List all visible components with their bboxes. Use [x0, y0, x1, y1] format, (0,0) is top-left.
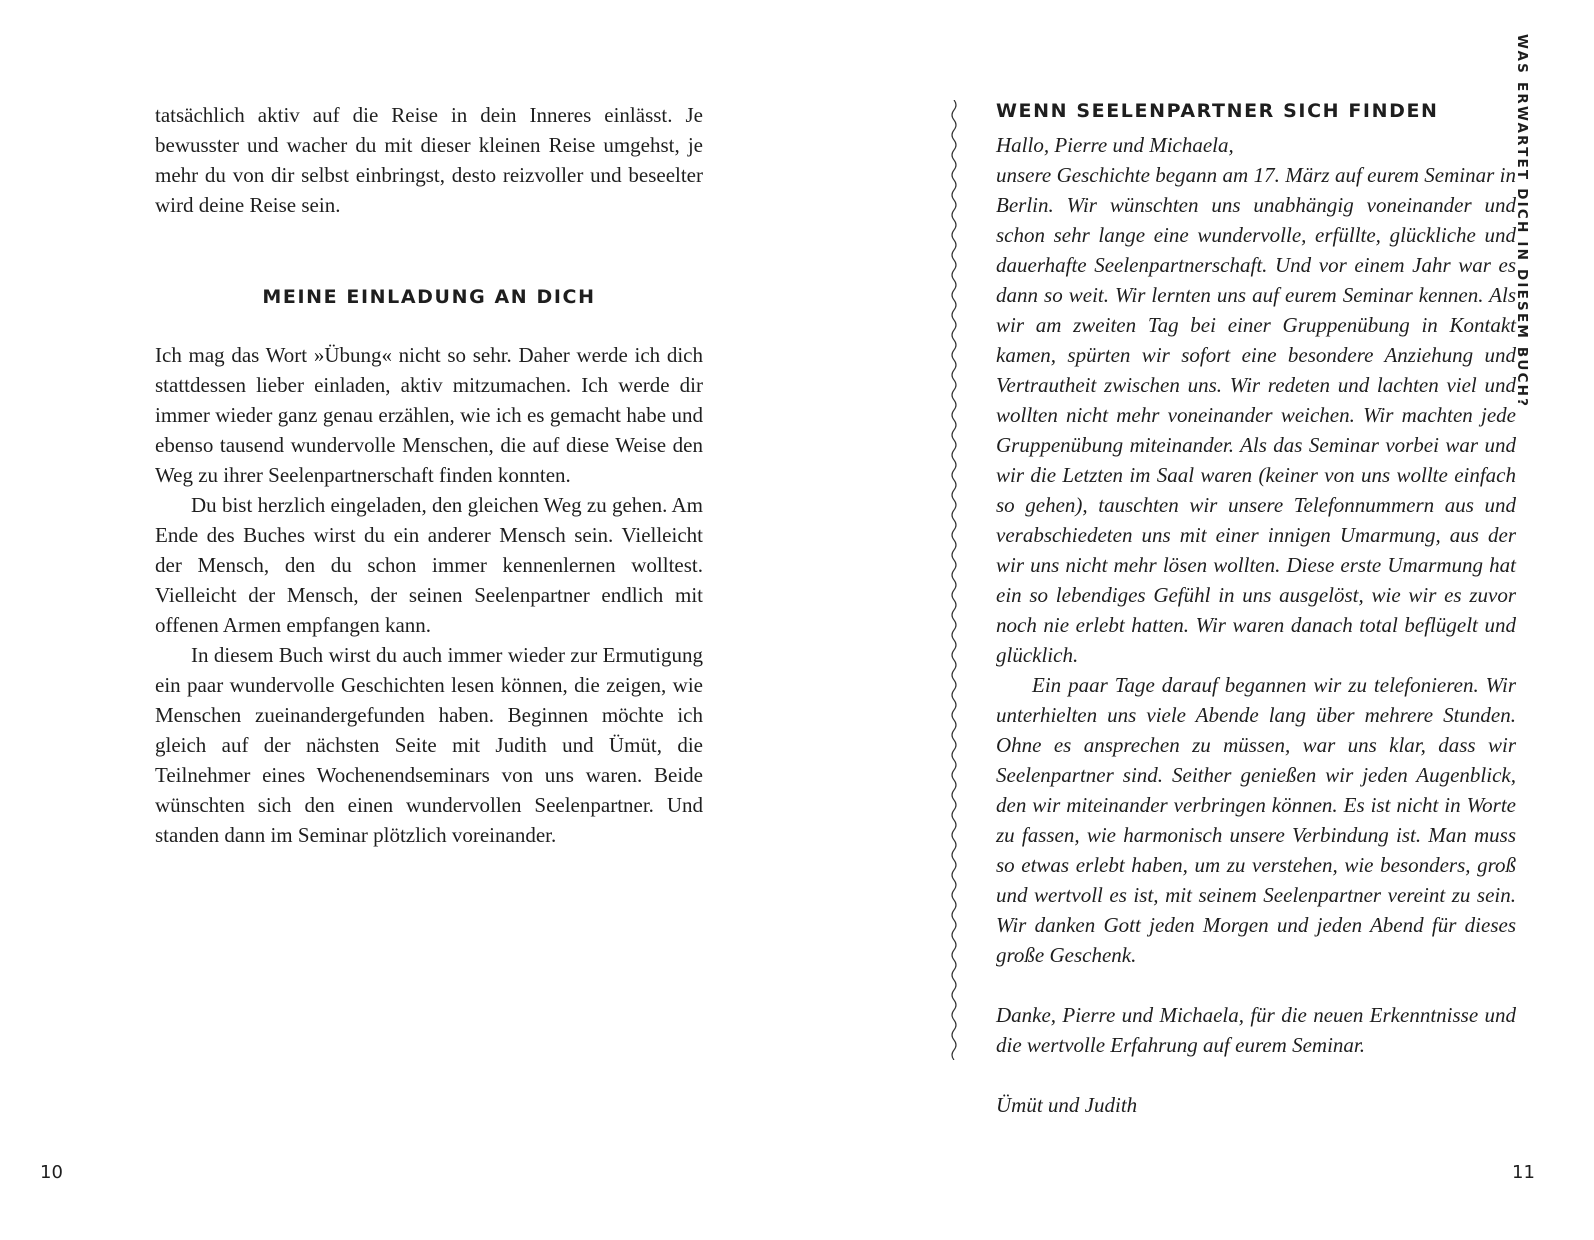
story-paragraph: Ein paar Tage darauf begannen wir zu telefonieren. Wir unterhielten uns viele Abende lang über mehrere Stunden. Ohne es ansprechen zu müssen, war uns klar, dass wir Seelenpartner sind. Seither genießen wir jeden Augenblick, den wir miteinander verbringen können. Es ist nicht in Worte zu fassen, wie harmonisch unsere Verbindung ist. Man muss so etwas erlebt haben, um zu verstehen, wie besonders, groß und wertvoll es ist, mit seinem Seelenpartner vereint zu sein. Wir danken Gott jeden Morgen und jeden Abend für dieses große Geschenk.	[996, 673, 1516, 967]
page-number-left: 10	[40, 1162, 63, 1183]
wavy-divider-line	[948, 100, 960, 1060]
salutation: Hallo, Pierre und Michaela,	[996, 133, 1234, 157]
right-page	[797, 0, 1594, 1240]
intro-paragraph-block	[155, 100, 703, 220]
running-chapter-title: WAS ERWARTET DICH IN DIESEM BUCH?	[1514, 34, 1530, 409]
signature: Ümüt und Judith	[996, 1093, 1138, 1117]
thanks-paragraph: Danke, Pierre und Michaela, für die neuen Erkenntnisse und die wertvolle Erfahrung auf eurem Seminar.	[996, 1003, 1516, 1057]
section-heading: MEINE EINLADUNG AN DICH	[262, 286, 596, 308]
invitation-text	[155, 340, 703, 850]
testimonial-letter	[996, 130, 1516, 1120]
body-paragraph: Ich mag das Wort »Übung« nicht so sehr. Daher werde ich dich stattdessen lieber einladen, aktiv mitzumachen. Ich werde dir immer wieder ganz genau erzählen, wie ich es gemacht habe und ebenso tausend wundervolle Menschen, die auf diese Weise den Weg zu ihrer Seelenpartnerschaft finden konnten.	[155, 343, 703, 487]
story-paragraph: unsere Geschichte begann am 17. März auf eurem Seminar in Berlin. Wir wünschten uns unabhängig voneinander und schon sehr lange eine wundervolle, erfüllte, glückliche und dauerhafte Seelenpartnerschaft. Und vor einem Jahr war es dann so weit. Wir lernten uns auf eurem Seminar kennen. Als wir am zweiten Tag bei einer Gruppenübung in Kontakt kamen, spürten wir sofort eine besondere Anziehung und Vertrautheit zwischen uns. Wir redeten und lachten viel und wollten nicht mehr voneinander weichen. Wir machten jede Gruppenübung miteinander. Als das Seminar vorbei war und wir die Letzten im Saal waren (keiner von uns wollte einfach so gehen), tauschten wir unsere Telefonnummern aus und verabschiedeten uns mit einer innigen Umarmung, aus der wir uns nicht mehr lösen wollten. Diese erste Umarmung hat ein so lebendiges Gefühl in uns ausgelöst, wie wir es zuvor noch nie erlebt hatten. Wir waren danach total beflügelt und glücklich.	[996, 163, 1516, 667]
body-paragraph: Du bist herzlich eingeladen, den gleichen Weg zu gehen. Am Ende des Buches wirst du ein anderer Mensch sein. Vielleicht der Mensch, den du schon immer kennenlernen wolltest. Vielleicht der Mensch, der seinen Seelenpartner endlich mit offenen Armen empfangen kann.	[155, 493, 703, 637]
story-heading: WENN SEELENPARTNER SICH FINDEN	[996, 100, 1439, 122]
body-paragraph: In diesem Buch wirst du auch immer wieder zur Ermutigung ein paar wundervolle Geschichten lesen können, die zeigen, wie Menschen zueinandergefunden haben. Beginnen möchte ich gleich auf der nächsten Seite mit Judith und Ümüt, die Teilnehmer eines Wochenendseminars von uns waren. Beide wünschten sich den einen wundervollen Seelenpartner. Und standen dann im Seminar plötzlich voreinander.	[155, 643, 703, 847]
page-number-right: 11	[1512, 1162, 1535, 1183]
intro-paragraph: tatsächlich aktiv auf die Reise in dein Inneres einlässt. Je bewusster und wacher du mit dieser kleinen Reise umgehst, je mehr du von dir selbst einbringst, desto reizvoller und beseelter wird deine Reise sein.	[155, 103, 703, 217]
